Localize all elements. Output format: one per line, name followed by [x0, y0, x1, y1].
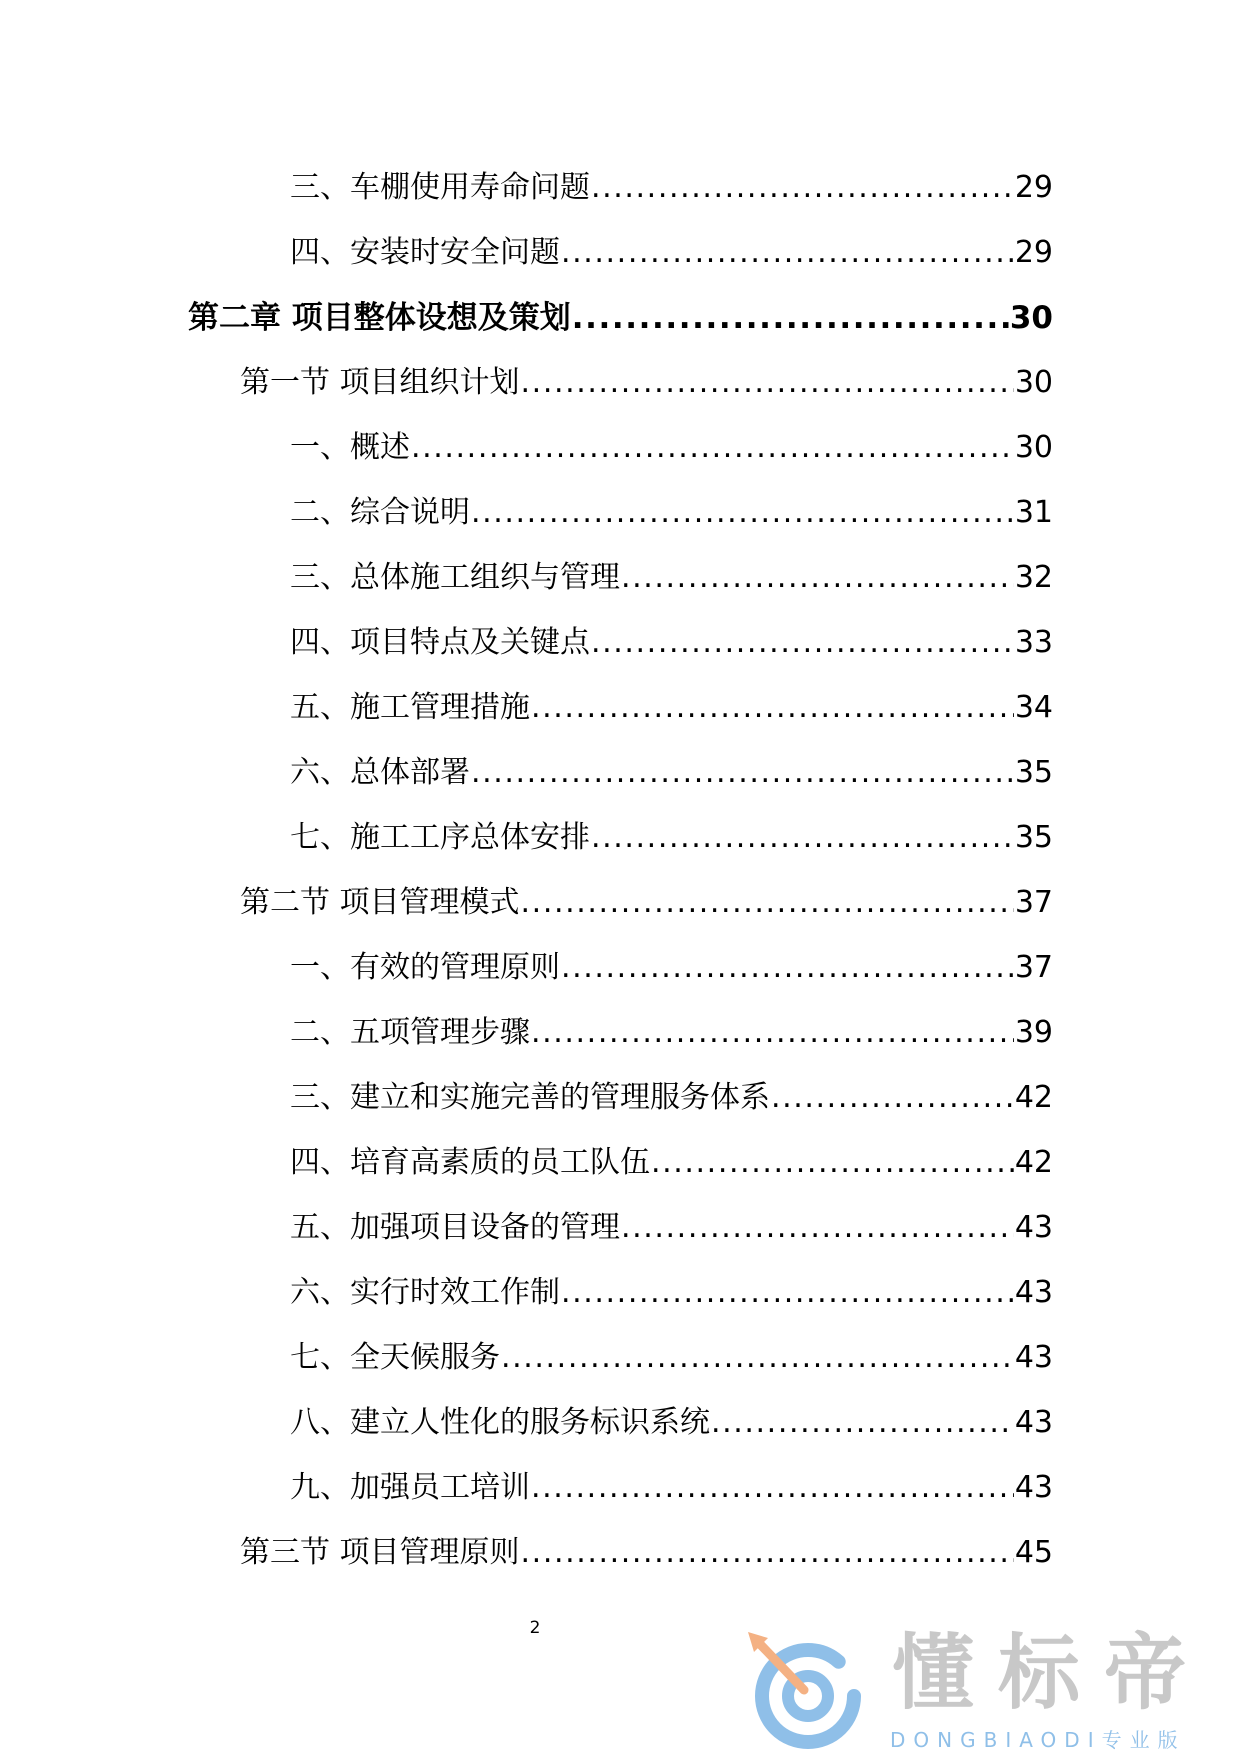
watermark: [740, 1626, 1230, 1752]
toc-dot-leader: [561, 946, 1014, 990]
toc-entry[interactable]: [290, 426, 1053, 470]
toc-entry-label: 第二节 项目管理模式: [240, 885, 520, 920]
toc-entry-page: 29: [1014, 170, 1053, 205]
toc-entry[interactable]: [290, 1336, 1053, 1380]
toc-entry-page: 30: [1014, 365, 1053, 400]
toc-dot-leader: [521, 881, 1014, 925]
toc-entry[interactable]: [290, 1076, 1053, 1120]
toc-dot-leader: [711, 1401, 1014, 1445]
toc-entry-page: 43: [1014, 1340, 1053, 1375]
toc-entry-page: 31: [1014, 495, 1053, 530]
toc-entry-label: 五、施工管理措施: [290, 690, 530, 725]
toc-entry-label: 七、全天候服务: [290, 1340, 500, 1375]
toc-entry-label: 三、车棚使用寿命问题: [290, 170, 590, 205]
toc-entry[interactable]: [290, 621, 1053, 665]
toc-entry[interactable]: [290, 816, 1053, 860]
toc-dot-leader: [521, 1531, 1014, 1575]
toc-entry-page: 42: [1014, 1145, 1053, 1180]
toc-entry[interactable]: [290, 491, 1053, 535]
toc-dot-leader: [471, 751, 1014, 795]
toc-entry-page: 43: [1014, 1405, 1053, 1440]
toc-section-entry[interactable]: [240, 881, 1053, 925]
toc-entry-label: 六、实行时效工作制: [290, 1275, 560, 1310]
toc-dot-leader: [572, 296, 1009, 340]
toc-dot-leader: [411, 426, 1014, 470]
toc-dot-leader: [531, 1466, 1014, 1510]
toc-dot-leader: [591, 621, 1014, 665]
toc-entry-page: 39: [1014, 1015, 1053, 1050]
toc-entry-page: 37: [1014, 950, 1053, 985]
toc-entry[interactable]: [290, 1466, 1053, 1510]
toc-entry-label: 第一节 项目组织计划: [240, 365, 520, 400]
toc-entry-label: 四、项目特点及关键点: [290, 625, 590, 660]
toc-entry[interactable]: [290, 1206, 1053, 1250]
toc-entry-page: 30: [1009, 300, 1053, 336]
toc-section-entry[interactable]: [240, 361, 1053, 405]
toc-entry-label: 第三节 项目管理原则: [240, 1535, 520, 1570]
toc-dot-leader: [561, 1271, 1014, 1315]
toc-entry[interactable]: [290, 1011, 1053, 1055]
toc-dot-leader: [591, 816, 1014, 860]
toc-entry[interactable]: [290, 166, 1053, 210]
toc-entry-label: 四、安装时安全问题: [290, 235, 560, 270]
toc-dot-leader: [771, 1076, 1014, 1120]
toc-entry-page: 29: [1014, 235, 1053, 270]
toc-entry-page: 35: [1014, 820, 1053, 855]
toc-entry-page: 35: [1014, 755, 1053, 790]
toc-entry[interactable]: [290, 686, 1053, 730]
toc-entry-label: 六、总体部署: [290, 755, 470, 790]
toc-dot-leader: [531, 686, 1014, 730]
toc-entry-label: 三、总体施工组织与管理: [290, 560, 620, 595]
toc-section-entry[interactable]: [240, 1531, 1053, 1575]
toc-entry-page: 30: [1014, 430, 1053, 465]
toc-entry[interactable]: [290, 946, 1053, 990]
toc-entry-page: 33: [1014, 625, 1053, 660]
toc-entry-label: 二、综合说明: [290, 495, 470, 530]
toc-entry-page: 32: [1014, 560, 1053, 595]
toc-entry[interactable]: [290, 751, 1053, 795]
page-number: 2: [529, 1618, 541, 1638]
toc-entry-page: 43: [1014, 1470, 1053, 1505]
watermark-subtitle: DONGBIAODI专业版: [890, 1728, 1186, 1752]
toc-entry-label: 八、建立人性化的服务标识系统: [290, 1405, 710, 1440]
toc-entry[interactable]: [290, 1401, 1053, 1445]
toc-entry-page: 43: [1014, 1275, 1053, 1310]
toc-dot-leader: [591, 166, 1014, 210]
watermark-title: 懂标帝: [892, 1626, 1211, 1721]
toc-entry-page: 45: [1014, 1535, 1053, 1570]
toc-entry-page: 42: [1014, 1080, 1053, 1115]
target-dart-icon: [740, 1632, 870, 1750]
toc-entry-label: 三、建立和实施完善的管理服务体系: [290, 1080, 770, 1115]
toc-entry-page: 43: [1014, 1210, 1053, 1245]
toc-entry-label: 九、加强员工培训: [290, 1470, 530, 1505]
toc-entry-label: 七、施工工序总体安排: [290, 820, 590, 855]
toc-dot-leader: [531, 1011, 1014, 1055]
toc-dot-leader: [501, 1336, 1014, 1380]
toc-dot-leader: [621, 1206, 1014, 1250]
toc-dot-leader: [561, 231, 1014, 275]
toc-dot-leader: [521, 361, 1014, 405]
toc-entry-page: 37: [1014, 885, 1053, 920]
toc-dot-leader: [621, 556, 1014, 600]
toc-entry[interactable]: [290, 1271, 1053, 1315]
toc-entry[interactable]: [290, 1141, 1053, 1185]
toc-chapter-entry[interactable]: [188, 296, 1053, 340]
toc-entry-label: 四、培育高素质的员工队伍: [290, 1145, 650, 1180]
toc-entry-label: 一、有效的管理原则: [290, 950, 560, 985]
toc-dot-leader: [471, 491, 1014, 535]
toc-entry[interactable]: [290, 556, 1053, 600]
toc-entry-label: 第二章 项目整体设想及策划: [188, 300, 571, 336]
toc-entry-label: 五、加强项目设备的管理: [290, 1210, 620, 1245]
toc-entry-page: 34: [1014, 690, 1053, 725]
toc-dot-leader: [651, 1141, 1014, 1185]
toc-entry-label: 二、五项管理步骤: [290, 1015, 530, 1050]
toc-entry-label: 一、概述: [290, 430, 410, 465]
toc-entry[interactable]: [290, 231, 1053, 275]
